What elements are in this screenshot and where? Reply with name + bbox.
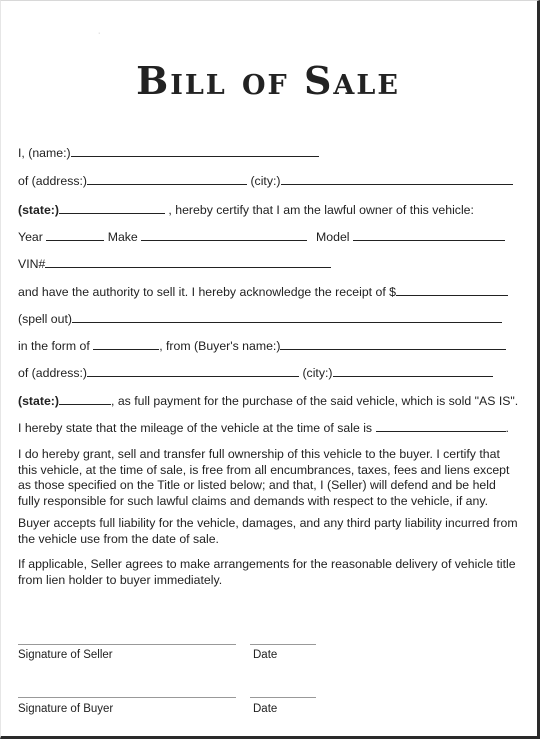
buyer-date-line[interactable] xyxy=(250,697,316,698)
make-label: Make xyxy=(107,230,138,244)
seller-date-line[interactable] xyxy=(250,644,316,645)
spell-out-line xyxy=(18,310,502,326)
seller-signature-label: Signature of Seller xyxy=(18,649,113,661)
state-line xyxy=(18,201,474,217)
buyer-signature-label: Signature of Buyer xyxy=(18,703,114,715)
buyer-name-field[interactable] xyxy=(280,337,506,350)
city-field[interactable] xyxy=(281,172,513,185)
state-field[interactable] xyxy=(59,201,165,214)
buyer-state-line xyxy=(18,392,518,408)
amount-field[interactable] xyxy=(396,283,508,296)
mileage-text: I hereby state that the mileage of the vehicle at the time of sale is xyxy=(18,421,373,435)
model-label: Model xyxy=(316,230,350,244)
seller-signature-line[interactable] xyxy=(18,644,236,645)
seller-date-label: Date xyxy=(253,649,278,661)
buyer-address-field[interactable] xyxy=(87,364,299,377)
transfer-paragraph: I do hereby grant, sell and transfer full ownership of this vehicle to the buyer. I certify that this vehicle, at the time of sale, is free from all encumbrances, taxes, fees and liens except as those specified on the Title or listed below; and that, I (Seller) will defend and be held fully responsible for such lawful claims and demands with respect to the vehicle, if any. xyxy=(18,447,510,508)
spell-out-label: (spell out) xyxy=(18,312,72,326)
state-label: (state:) xyxy=(18,203,59,217)
buyer-signature-line[interactable] xyxy=(18,697,236,698)
address-label: of (address:) xyxy=(18,174,88,188)
buyer-state-label: (state:) xyxy=(18,394,59,408)
buyer-name-label: , from (Buyer's name:) xyxy=(159,339,281,353)
page-title: Bill of Sale xyxy=(136,58,400,103)
form-of-line xyxy=(18,337,506,353)
year-label: Year xyxy=(18,230,43,244)
buyer-city-field[interactable] xyxy=(333,364,493,377)
name-label: I, (name:) xyxy=(18,146,71,160)
mileage-line: I hereby state that the mileage of the vehicle at the time of sale is . xyxy=(18,421,509,435)
liability-paragraph: Buyer accepts full liability for the vehicle, damages, and any third party liability incurred from the vehicle use from the date of sale. xyxy=(18,516,518,546)
vin-field[interactable] xyxy=(45,255,331,268)
buyer-address-line xyxy=(18,364,493,380)
year-field[interactable] xyxy=(46,228,104,241)
address-line xyxy=(18,172,513,188)
name-field[interactable] xyxy=(71,144,319,157)
certify-text: , hereby certify that I am the lawful owner of this vehicle: xyxy=(168,203,474,217)
name-line xyxy=(18,144,319,160)
make-field[interactable] xyxy=(141,228,307,241)
address-field[interactable] xyxy=(87,172,247,185)
vehicle-line xyxy=(18,228,505,244)
scan-mark: · xyxy=(98,30,101,37)
delivery-paragraph: If applicable, Seller agrees to make arrangements for the reasonable delivery of vehicle title from lien holder to buyer immediately. xyxy=(18,557,516,587)
buyer-state-field[interactable] xyxy=(59,392,111,405)
buyer-date-label: Date xyxy=(253,703,278,715)
vin-label: VIN# xyxy=(18,257,46,271)
buyer-city-label: (city:) xyxy=(302,366,333,380)
vin-line xyxy=(18,255,331,271)
as-is-text: , as full payment for the purchase of the said vehicle, which is sold "AS IS". xyxy=(111,394,519,408)
spell-out-field[interactable] xyxy=(72,310,502,323)
mileage-field[interactable] xyxy=(376,419,506,432)
model-field[interactable] xyxy=(353,228,505,241)
receipt-line xyxy=(18,283,508,299)
form-of-label: in the form of xyxy=(18,339,90,353)
buyer-address-label: of (address:) xyxy=(18,366,88,380)
payment-form-field[interactable] xyxy=(93,337,159,350)
receipt-text: and have the authority to sell it. I hereby acknowledge the receipt of $ xyxy=(18,285,397,299)
city-label: (city:) xyxy=(250,174,281,188)
